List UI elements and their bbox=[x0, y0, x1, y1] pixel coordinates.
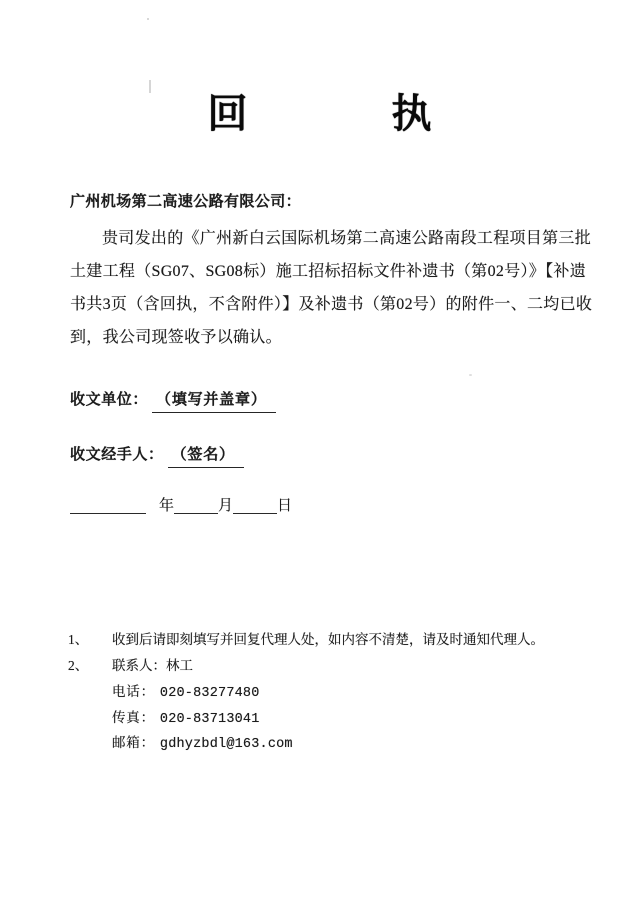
recipient-unit-label: 收文单位： bbox=[70, 392, 149, 408]
contact-email-row bbox=[112, 731, 293, 752]
body-line: 到，我公司现签收予以确认。 bbox=[70, 329, 282, 346]
body-line: 书共3页（含回执，不含附件）】及补遗书（第02号）的附件一、二均已收 bbox=[70, 296, 593, 313]
recipient-handler-label: 收文经手人： bbox=[70, 447, 164, 463]
day-label: 日 bbox=[277, 498, 293, 514]
day-blank bbox=[233, 497, 277, 514]
phone-label: 电话： bbox=[112, 684, 155, 699]
month-label: 月 bbox=[218, 498, 234, 514]
date-line bbox=[70, 497, 292, 514]
contact-phone-row bbox=[112, 680, 260, 701]
note-number: 1、 bbox=[68, 632, 89, 647]
note-text: 收到后请即刻填写并回复代理人处，如内容不清楚，请及时通知代理人。 bbox=[112, 632, 544, 647]
title-char-1: 回 bbox=[207, 91, 248, 136]
body-line: 贵司发出的《广州新白云国际机场第二高速公路南段工程项目第三批 bbox=[102, 230, 592, 247]
year-blank bbox=[70, 497, 146, 514]
scan-speck bbox=[147, 18, 149, 20]
recipient-unit-blank: （填写并盖章） bbox=[152, 388, 276, 413]
fax-label: 传真： bbox=[112, 710, 155, 725]
note-text: 联系人：林工 bbox=[112, 658, 193, 673]
recipient-handler-row bbox=[70, 443, 244, 468]
month-blank bbox=[174, 497, 218, 514]
recipient-handler-blank: （签名） bbox=[168, 443, 244, 468]
email-value: gdhyzbdl@163.com bbox=[159, 737, 293, 752]
note-item bbox=[68, 628, 544, 648]
year-label: 年 bbox=[159, 498, 175, 514]
fax-value: 020-83713041 bbox=[159, 712, 260, 727]
note-item bbox=[68, 654, 193, 674]
scan-speck bbox=[469, 374, 472, 376]
email-label: 邮箱： bbox=[112, 735, 155, 750]
document-title bbox=[0, 92, 639, 136]
contact-fax-row bbox=[112, 706, 260, 727]
salutation: 广州机场第二高速公路有限公司： bbox=[70, 194, 302, 210]
body-line: 土建工程（SG07、SG08标）施工招标招标文件补遗书（第02号）》【补遗 bbox=[70, 263, 587, 280]
title-char-2: 执 bbox=[391, 91, 432, 136]
phone-value: 020-83277480 bbox=[159, 686, 260, 701]
note-number: 2、 bbox=[68, 658, 89, 673]
body-paragraph bbox=[70, 222, 615, 354]
recipient-unit-row bbox=[70, 388, 276, 413]
